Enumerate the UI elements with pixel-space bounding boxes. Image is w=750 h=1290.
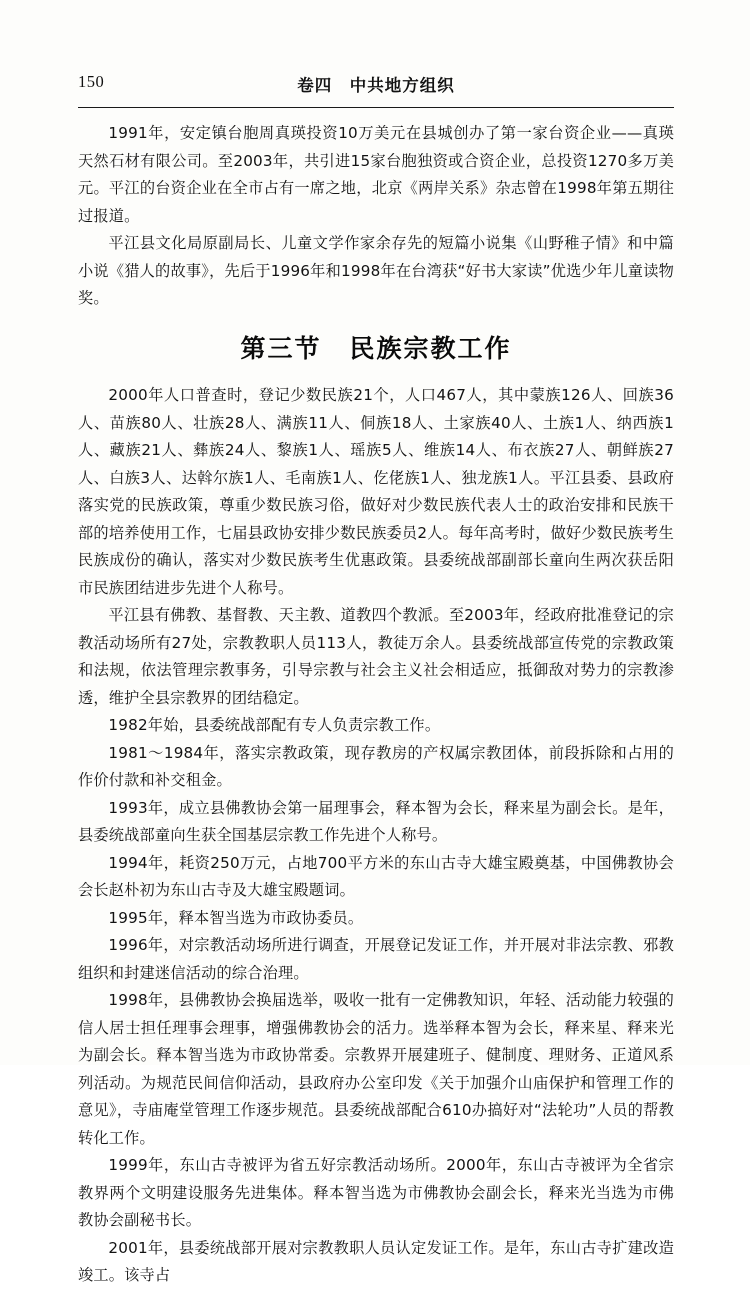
section-heading — [78, 335, 674, 363]
section-number: 第三节 — [240, 333, 322, 363]
paragraph: 1981～1984年，落实宗教政策，现存教房的产权属宗教团体，前段拆除和占用的作价付款和补交租金。 — [78, 743, 674, 789]
paragraph: 1991年，安定镇台胞周真瑛投资10万美元在县城创办了第一家台资企业——真瑛天然石材有限公司。至2003年，共引进15家台胞独资或合资企业，总投资1270多万美元。平江的台资企业在全市占有一席之地，北京《两岸关系》杂志曾在1998年第五期往过报道。 — [78, 124, 674, 225]
paragraph: 2000年人口普查时，登记少数民族21个，人口467人，其中蒙族126人、回族36人、苗族80人、壮族28人、满族11人、侗族18人、土家族40人、土族1人、纳西族1人、藏族21人、彝族24人、黎族1人、瑶族5人、维族14人、布衣族27人、朝鲜族27人、白族3人、达斡尔族1人、毛南族1人、仡佬族1人、独龙族1人。平江县委、县政府落实党的民族政策，尊重少数民族习俗，做好对少数民族代表人士的政治安排和民族干部的培养使用工作，七届县政协安排少数民族委员2人。每年高考时，做好少数民族考生民族成份的确认，落实对少数民族考生优惠政策。县委统战部副部长童向生两次获岳阳市民族团结进步先进个人称号。 — [78, 386, 674, 597]
page-number: 150 — [78, 72, 105, 91]
header-divider — [78, 107, 674, 108]
running-head-title: 卷四 中共地方组织 — [297, 76, 455, 95]
body-text — [78, 120, 674, 1290]
paragraph: 1994年，耗资250万元，占地700平方米的东山古寺大雄宝殿奠基，中国佛教协会会长赵朴初为东山古寺及大雄宝殿题词。 — [78, 853, 674, 899]
paragraph: 1982年始，县委统战部配有专人负责宗教工作。 — [108, 716, 441, 734]
page-content — [78, 72, 674, 1290]
paragraph: 1993年，成立县佛教协会第一届理事会，释本智为会长，释来星为副会长。是年，县委统战部童向生获全国基层宗教工作先进个人称号。 — [78, 798, 674, 844]
paragraph: 平江县文化局原副局长、儿童文学作家余存先的短篇小说集《山野稚子情》和中篇小说《猎人的故事》，先后于1996年和1998年在台湾获“好书大家读”优选少年儿童读物奖。 — [78, 234, 674, 307]
paragraph: 1999年，东山古寺被评为省五好宗教活动场所。2000年，东山古寺被评为全省宗教界两个文明建设服务先进集体。释本智当选为市佛教协会副会长，释来光当选为市佛教协会副秘书长。 — [78, 1156, 674, 1229]
paragraph: 1996年，对宗教活动场所进行调查，开展登记发证工作，并开展对非法宗教、邪教组织和封建迷信活动的综合治理。 — [78, 936, 674, 982]
paragraph: 平江县有佛教、基督教、天主教、道教四个教派。至2003年，经政府批准登记的宗教活动场所有27处，宗教教职人员113人，教徒万余人。县委统战部宣传党的宗教政策和法规，依法管理宗教事务，引导宗教与社会主义社会相适应，抵御敌对势力的宗教渗透，维护全县宗教界的团结稳定。 — [78, 606, 674, 707]
paragraph: 1998年，县佛教协会换届选举，吸收一批有一定佛教知识，年轻、活动能力较强的信人居士担任理事会理事，增强佛教协会的活力。选举释本智为会长，释来星、释来光为副会长。释本智当选为市政协常委。宗教界开展建班子、健制度、理财务、正道风系列活动。为规范民间信仰活动，县政府办公室印发《关于加强介山庙保护和管理工作的意见》，寺庙庵堂管理工作逐步规范。县委统战部配合610办搞好对“法轮功”人员的帮教转化工作。 — [78, 991, 674, 1147]
section-title: 民族宗教工作 — [349, 333, 512, 363]
paragraph: 1995年，释本智当选为市政协委员。 — [108, 908, 364, 927]
paragraph: 2001年，县委统战部开展对宗教教职人员认定发证工作。是年，东山古寺扩建改造竣工。该寺占 — [78, 1238, 674, 1284]
page-header — [78, 72, 674, 102]
